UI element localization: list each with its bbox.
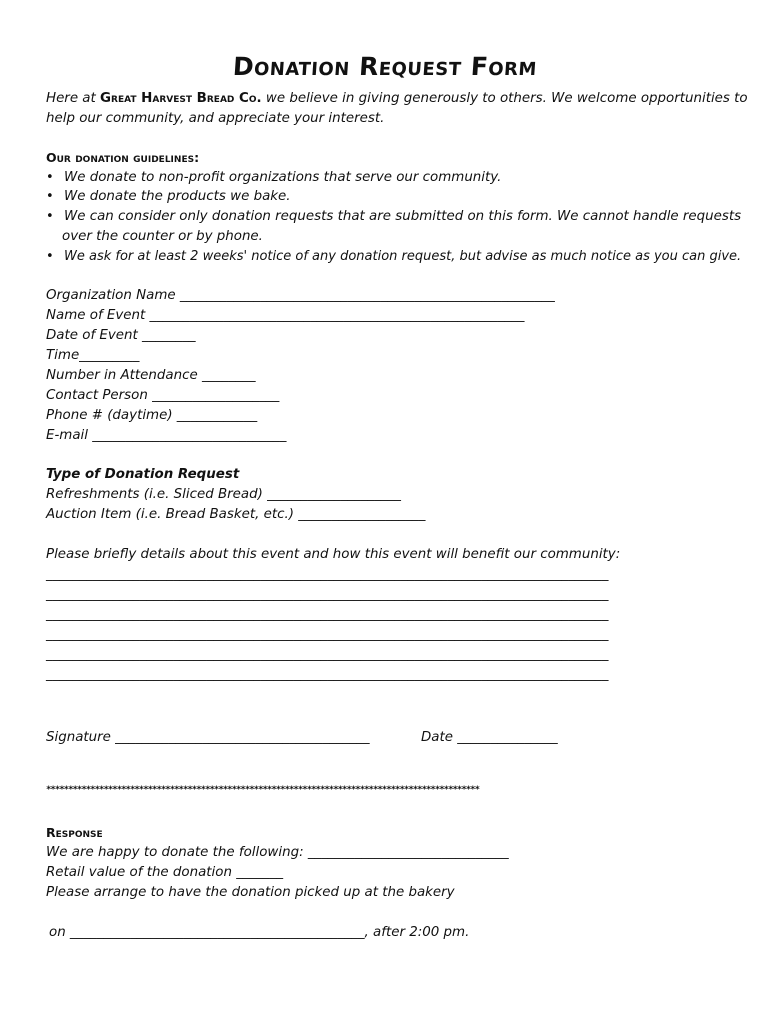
- details-line[interactable]: ____________________________________________________________________________________: [46, 647, 609, 662]
- guideline-item-continued: over the counter or by phone.: [62, 229, 263, 244]
- response-heading: Response: [46, 825, 103, 840]
- pickup-instructions: Please arrange to have the donation picked up at the bakery: [46, 885, 455, 900]
- signature-field[interactable]: Signature ______________________________________: [46, 730, 370, 745]
- page-title: Donation Request Form: [231, 52, 539, 81]
- details-prompt: Please briefly details about this event and how this event will benefit our community:: [46, 547, 621, 562]
- signature-date-field[interactable]: Date _______________: [421, 730, 558, 745]
- event-date-field[interactable]: Date of Event ________: [46, 328, 196, 343]
- details-line[interactable]: ____________________________________________________________________________________: [46, 587, 609, 602]
- contact-person-field[interactable]: Contact Person ___________________: [46, 388, 280, 403]
- guideline-item: We can consider only donation requests that are submitted on this form. We cannot handle requests: [64, 209, 742, 224]
- retail-value-field[interactable]: Retail value of the donation _______: [46, 865, 284, 880]
- phone-field[interactable]: Phone # (daytime) ____________: [46, 408, 258, 423]
- intro-line-1: [46, 91, 748, 107]
- company-name: Great Harvest Bread Co.: [100, 91, 262, 106]
- guideline-item: We ask for at least 2 weeks' notice of any donation request, but advise as much notice as you can give.: [64, 249, 742, 264]
- organization-name-field[interactable]: Organization Name ________________________________________________________: [46, 288, 555, 303]
- intro-text-continued: we believe in giving generously to others. We welcome opportunities to: [261, 91, 748, 106]
- auction-item-field[interactable]: Auction Item (i.e. Bread Basket, etc.) ___________________: [46, 507, 426, 522]
- bullet-icon: •: [46, 209, 54, 224]
- guideline-item: We donate the products we bake.: [64, 189, 291, 204]
- refreshments-field[interactable]: Refreshments (i.e. Sliced Bread) ____________________: [46, 487, 401, 502]
- bullet-icon: •: [46, 249, 54, 264]
- email-field[interactable]: E-mail _____________________________: [46, 428, 287, 443]
- guidelines-heading: Our donation guidelines:: [46, 150, 200, 165]
- donation-type-heading: Type of Donation Request: [46, 467, 240, 482]
- separator: **************************************************************************************************: [46, 785, 480, 795]
- intro-line-2: help our community, and appreciate your interest.: [46, 111, 385, 126]
- time-field[interactable]: Time_________: [46, 348, 140, 363]
- guideline-item: We donate to non-profit organizations that serve our community.: [64, 170, 502, 185]
- bullet-icon: •: [46, 170, 54, 185]
- bullet-icon: •: [46, 189, 54, 204]
- pickup-date-field[interactable]: on ____________________________________________, after 2:00 pm.: [49, 925, 470, 940]
- event-name-field[interactable]: Name of Event ________________________________________________________: [46, 308, 525, 323]
- details-line[interactable]: ____________________________________________________________________________________: [46, 567, 609, 582]
- details-line[interactable]: ____________________________________________________________________________________: [46, 607, 609, 622]
- attendance-field[interactable]: Number in Attendance ________: [46, 368, 256, 383]
- details-line[interactable]: ____________________________________________________________________________________: [46, 667, 609, 682]
- details-line[interactable]: ____________________________________________________________________________________: [46, 627, 609, 642]
- intro-text: Here at: [46, 91, 101, 106]
- donation-items-field[interactable]: We are happy to donate the following: ______________________________: [46, 845, 509, 860]
